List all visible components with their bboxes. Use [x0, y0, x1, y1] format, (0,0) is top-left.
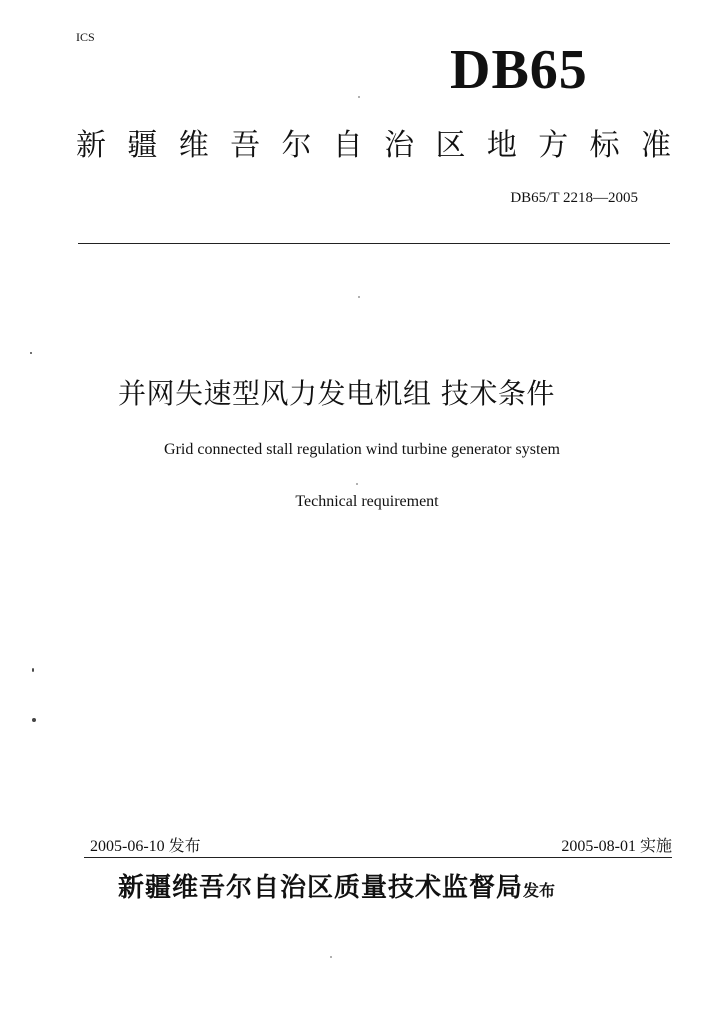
ics-label: ICS	[76, 30, 95, 44]
implementation-date: 2005-08-01 实施	[561, 838, 672, 855]
document-title-chinese: 并网失速型风力发电机组 技术条件	[118, 377, 555, 410]
standard-type-char: 疆	[127, 128, 158, 163]
standard-type-char: 维	[178, 128, 209, 163]
scan-speck	[330, 956, 332, 958]
standard-type-char: 准	[640, 128, 671, 163]
scan-speck	[32, 668, 34, 672]
standard-type-char: 标	[589, 128, 620, 163]
issuer-suffix: 发布	[523, 881, 556, 900]
top-divider	[78, 243, 670, 244]
standard-type-char: 区	[435, 128, 466, 163]
standard-type-char: 方	[538, 128, 569, 163]
document-title-english-line1: Grid connected stall regulation wind turbine generator system	[164, 441, 560, 458]
standard-type-char: 吾	[230, 128, 261, 163]
issuing-authority	[118, 870, 555, 909]
issue-date: 2005-06-10 发布	[90, 838, 201, 855]
scan-speck	[356, 483, 358, 485]
standard-number: DB65/T 2218—2005	[510, 190, 638, 206]
standard-type-char: 自	[332, 128, 363, 163]
db65-logo: DB65	[450, 39, 588, 101]
standard-type-char: 治	[384, 128, 415, 163]
scan-speck	[32, 718, 36, 722]
document-title-english-line2: Technical requirement	[295, 493, 439, 510]
scan-speck	[358, 296, 360, 298]
scan-speck	[30, 352, 32, 354]
standard-type-char: 地	[486, 128, 517, 163]
standard-type-title	[76, 126, 671, 166]
standard-type-char: 尔	[281, 128, 312, 163]
issuer-name: 新疆维吾尔自治区质量技术监督局	[118, 873, 524, 903]
standard-type-char: 新	[76, 128, 106, 163]
bottom-divider	[84, 857, 672, 858]
scan-speck	[358, 96, 360, 98]
